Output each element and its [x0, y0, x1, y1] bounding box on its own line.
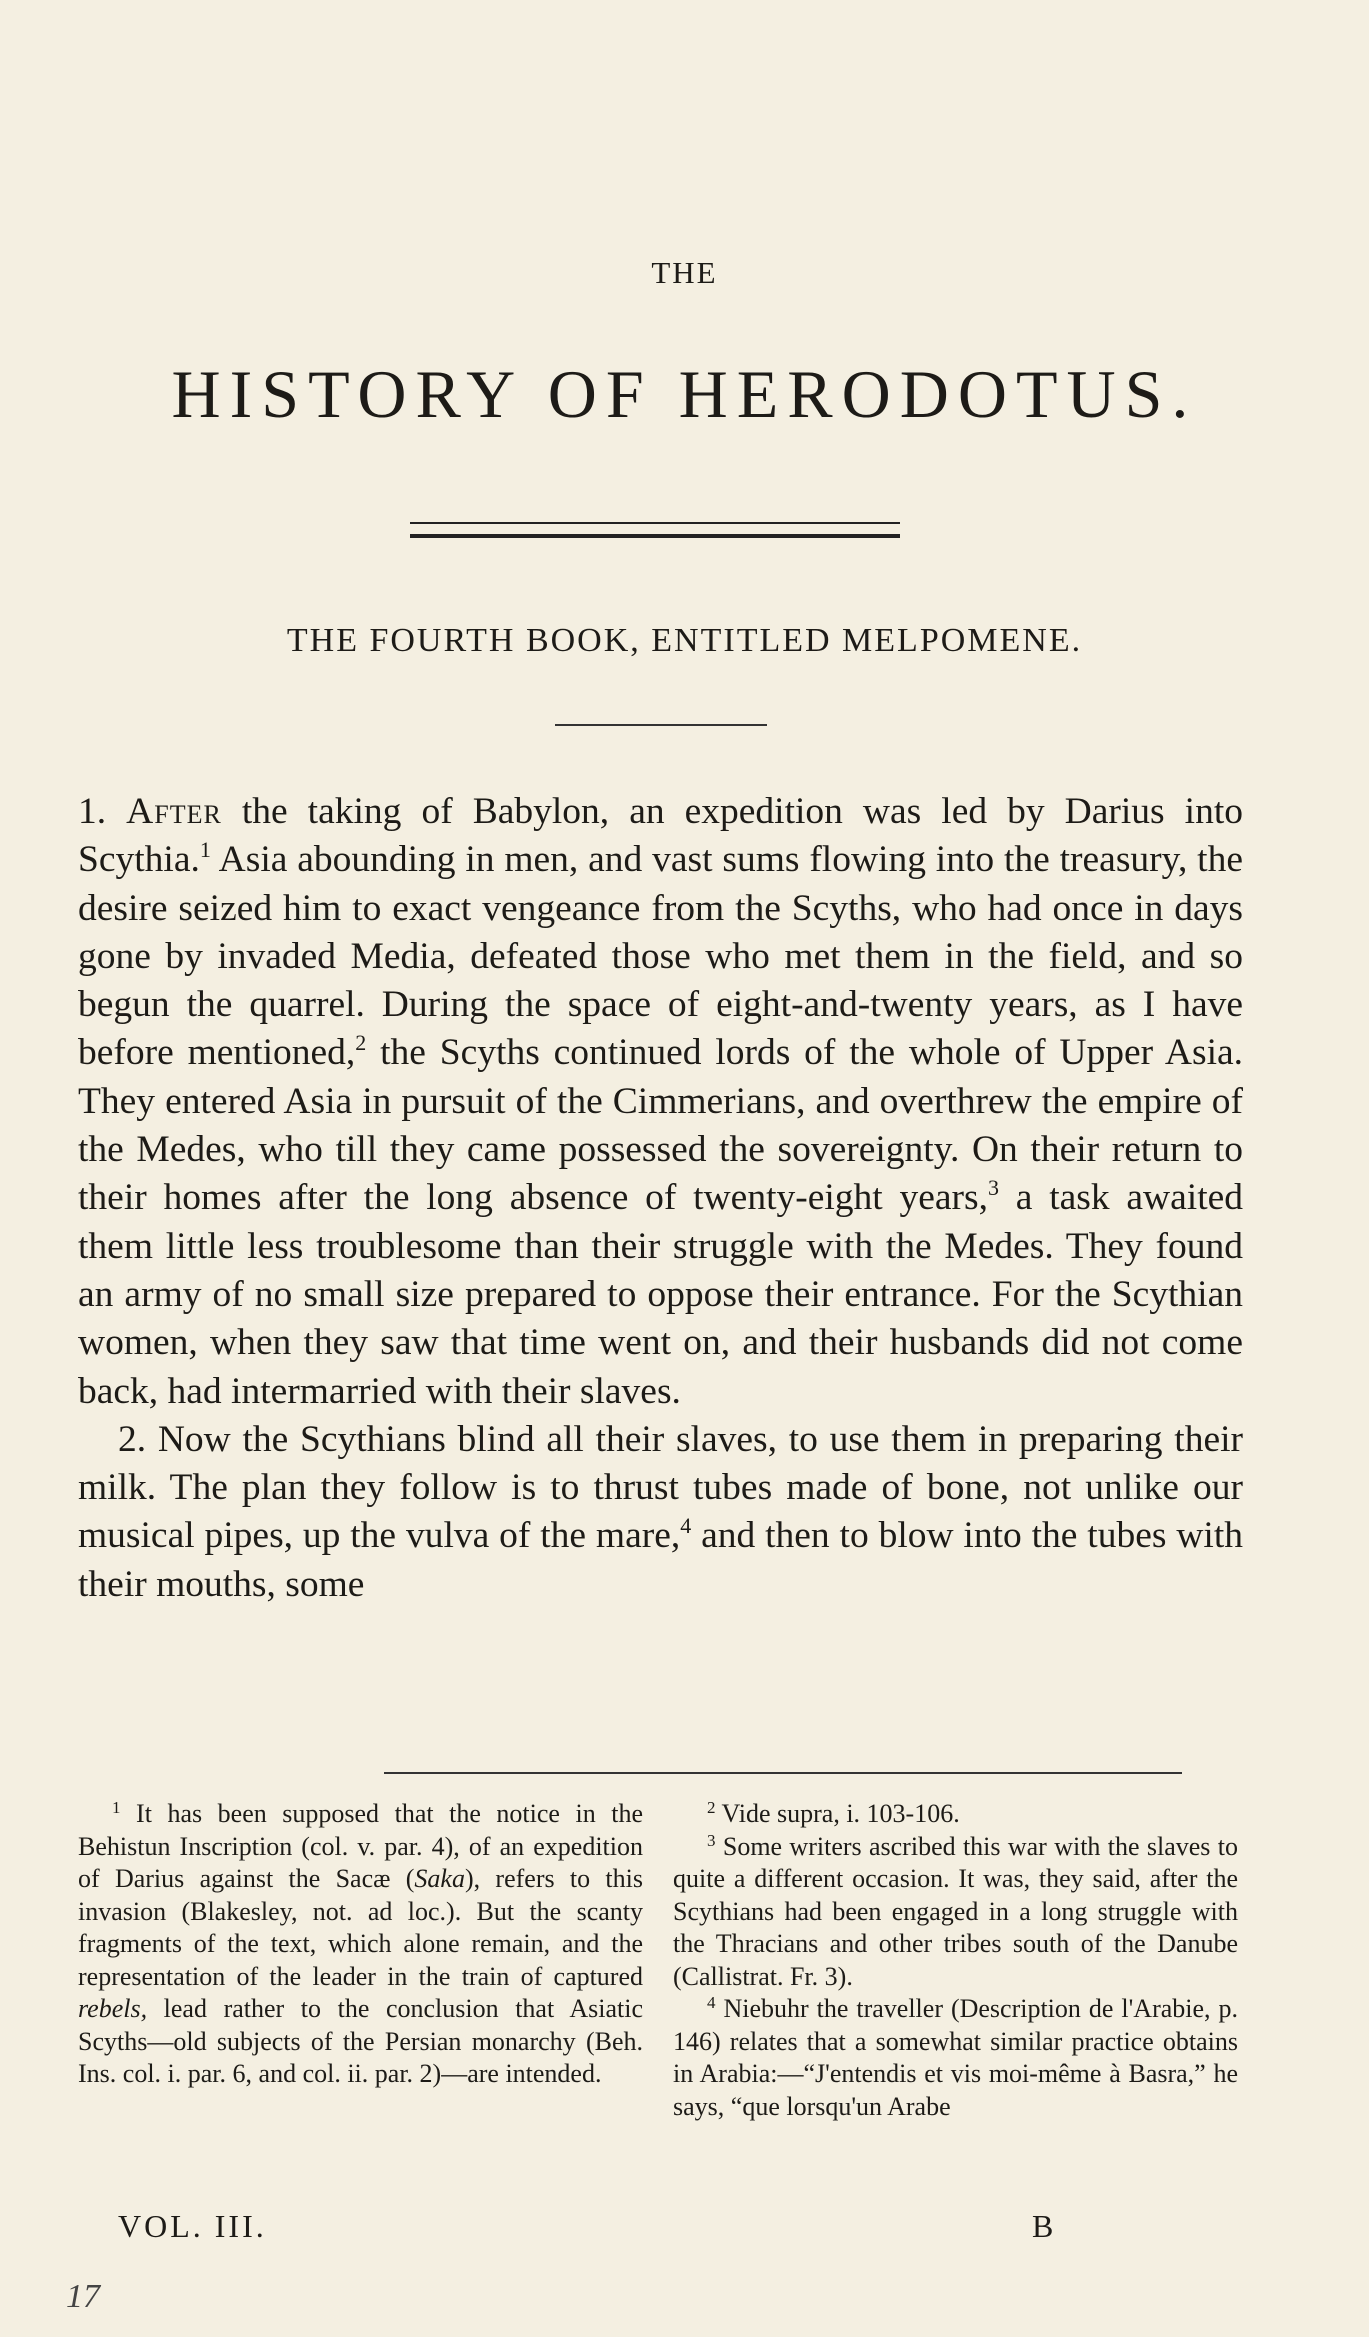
footnote-mark: 1 — [112, 1798, 121, 1817]
lead-word: After — [126, 791, 222, 832]
handwritten-folio-mark: 17 — [66, 2278, 100, 2315]
footnote-text: Vide supra, i. 103-106. — [721, 1799, 960, 1828]
footnotes-left-column — [78, 1798, 643, 2091]
footnote-ref-3: 3 — [988, 1175, 999, 1201]
footnote-text: It has been supposed that the notice in the Behistun Inscription (col. v. par. 4), of an expedition of Darius against the Sacæ ( — [78, 1799, 644, 1893]
footnote-4 — [673, 1993, 1238, 2123]
footnote-mark: 4 — [707, 1993, 716, 2012]
paragraph-text: the Scyths continued lords of the whole of Upper Asia. They entered Asia in pursuit of the Cimmerians, and overthrew the empire of the Medes, who till they came possessed the sovereignty. On their return to their homes after the long absence of twenty-eight years, — [78, 1032, 1244, 1219]
footnote-ref-2: 2 — [355, 1030, 367, 1056]
paragraph-number: 1. — [78, 791, 107, 832]
footnotes-right-column — [673, 1798, 1238, 2123]
paragraph-text: Asia abounding in men, and vast sums flowing into the treasury, the desire seized him to exact vengeance from the Scyths, who had once in days gone by invaded Media, defeated those who met them in the field, and so begun the quarrel. During the space of eight-and-twenty years, as I have before mentioned, — [78, 839, 1244, 1074]
footnote-italic: Saka — [414, 1864, 465, 1893]
paragraph-1 — [78, 788, 1243, 1416]
footnote-text: lead rather to the conclusion that Asiatic Scyths—old subjects of the Persian monarchy (Beh. Ins. col. i. par. 6, and col. ii. par. 2)—are intended. — [78, 1994, 643, 2088]
paragraph-text: the taking of Babylon, an expedition was led by Darius into Scythia. — [78, 791, 1243, 881]
paragraph-2 — [78, 1416, 1243, 1609]
signature-letter: B — [1032, 2208, 1054, 2244]
title-double-rule — [410, 522, 900, 538]
footnote-1 — [78, 1798, 643, 2091]
footnote-mark: 3 — [707, 1830, 716, 1850]
paragraph-text: and then to blow into the tubes with their mouths, some — [78, 1515, 1243, 1605]
footnote-ref-4: 4 — [680, 1513, 692, 1539]
footnote-text: Niebuhr the traveller (Description de l'Arabie, p. 146) relates that a somewhat similar practice obtains in Arabia:—“J'entendis et vis moi-même à Basra,” he says, “que lorsqu'un Arabe — [673, 1994, 1238, 2121]
footnote-rule — [384, 1772, 1182, 1774]
footnote-3 — [673, 1831, 1238, 1994]
pre-title: THE — [651, 255, 718, 290]
footnote-text: Some writers ascribed this war with the slaves to quite a different occasion. It was, they said, after the Scythians had been engaged in a long struggle with the Thracians and other tribes south of the Danube (Callistrat. Fr. 3). — [673, 1831, 1238, 1991]
main-text — [78, 788, 1243, 1609]
paragraph-text: a task awaited them little less troublesome than their struggle with the Medes. They found an army of no small size prepared to oppose their entrance. For the Scythian women, when they saw that time went on, and their husbands did not come back, had intermarried with their slaves. — [78, 1177, 1244, 1412]
book-title: THE FOURTH BOOK, ENTITLED MELPOMENE. — [286, 622, 1083, 659]
page-title: HISTORY OF HERODOTUS. — [171, 356, 1198, 432]
footnote-italic: rebels, — [78, 1994, 148, 2023]
volume-signature: VOL. III. — [118, 2208, 267, 2244]
footnote-2 — [673, 1798, 1238, 1831]
footnote-text: ), refers to this invasion (Blakesley, not. ad loc.). But the scanty fragments of the text, which alone remain, and the representation of the leader in the train of captured — [78, 1864, 643, 1991]
footnote-ref-1: 1 — [199, 837, 211, 863]
paragraph-text: 2. Now the Scythians blind all their slaves, to use them in preparing their milk. The plan they follow is to thrust tubes made of bone, not unlike our musical pipes, up the vulva of the mare, — [78, 1418, 1243, 1557]
footnote-mark: 2 — [707, 1798, 716, 1817]
title-short-rule — [555, 724, 767, 726]
